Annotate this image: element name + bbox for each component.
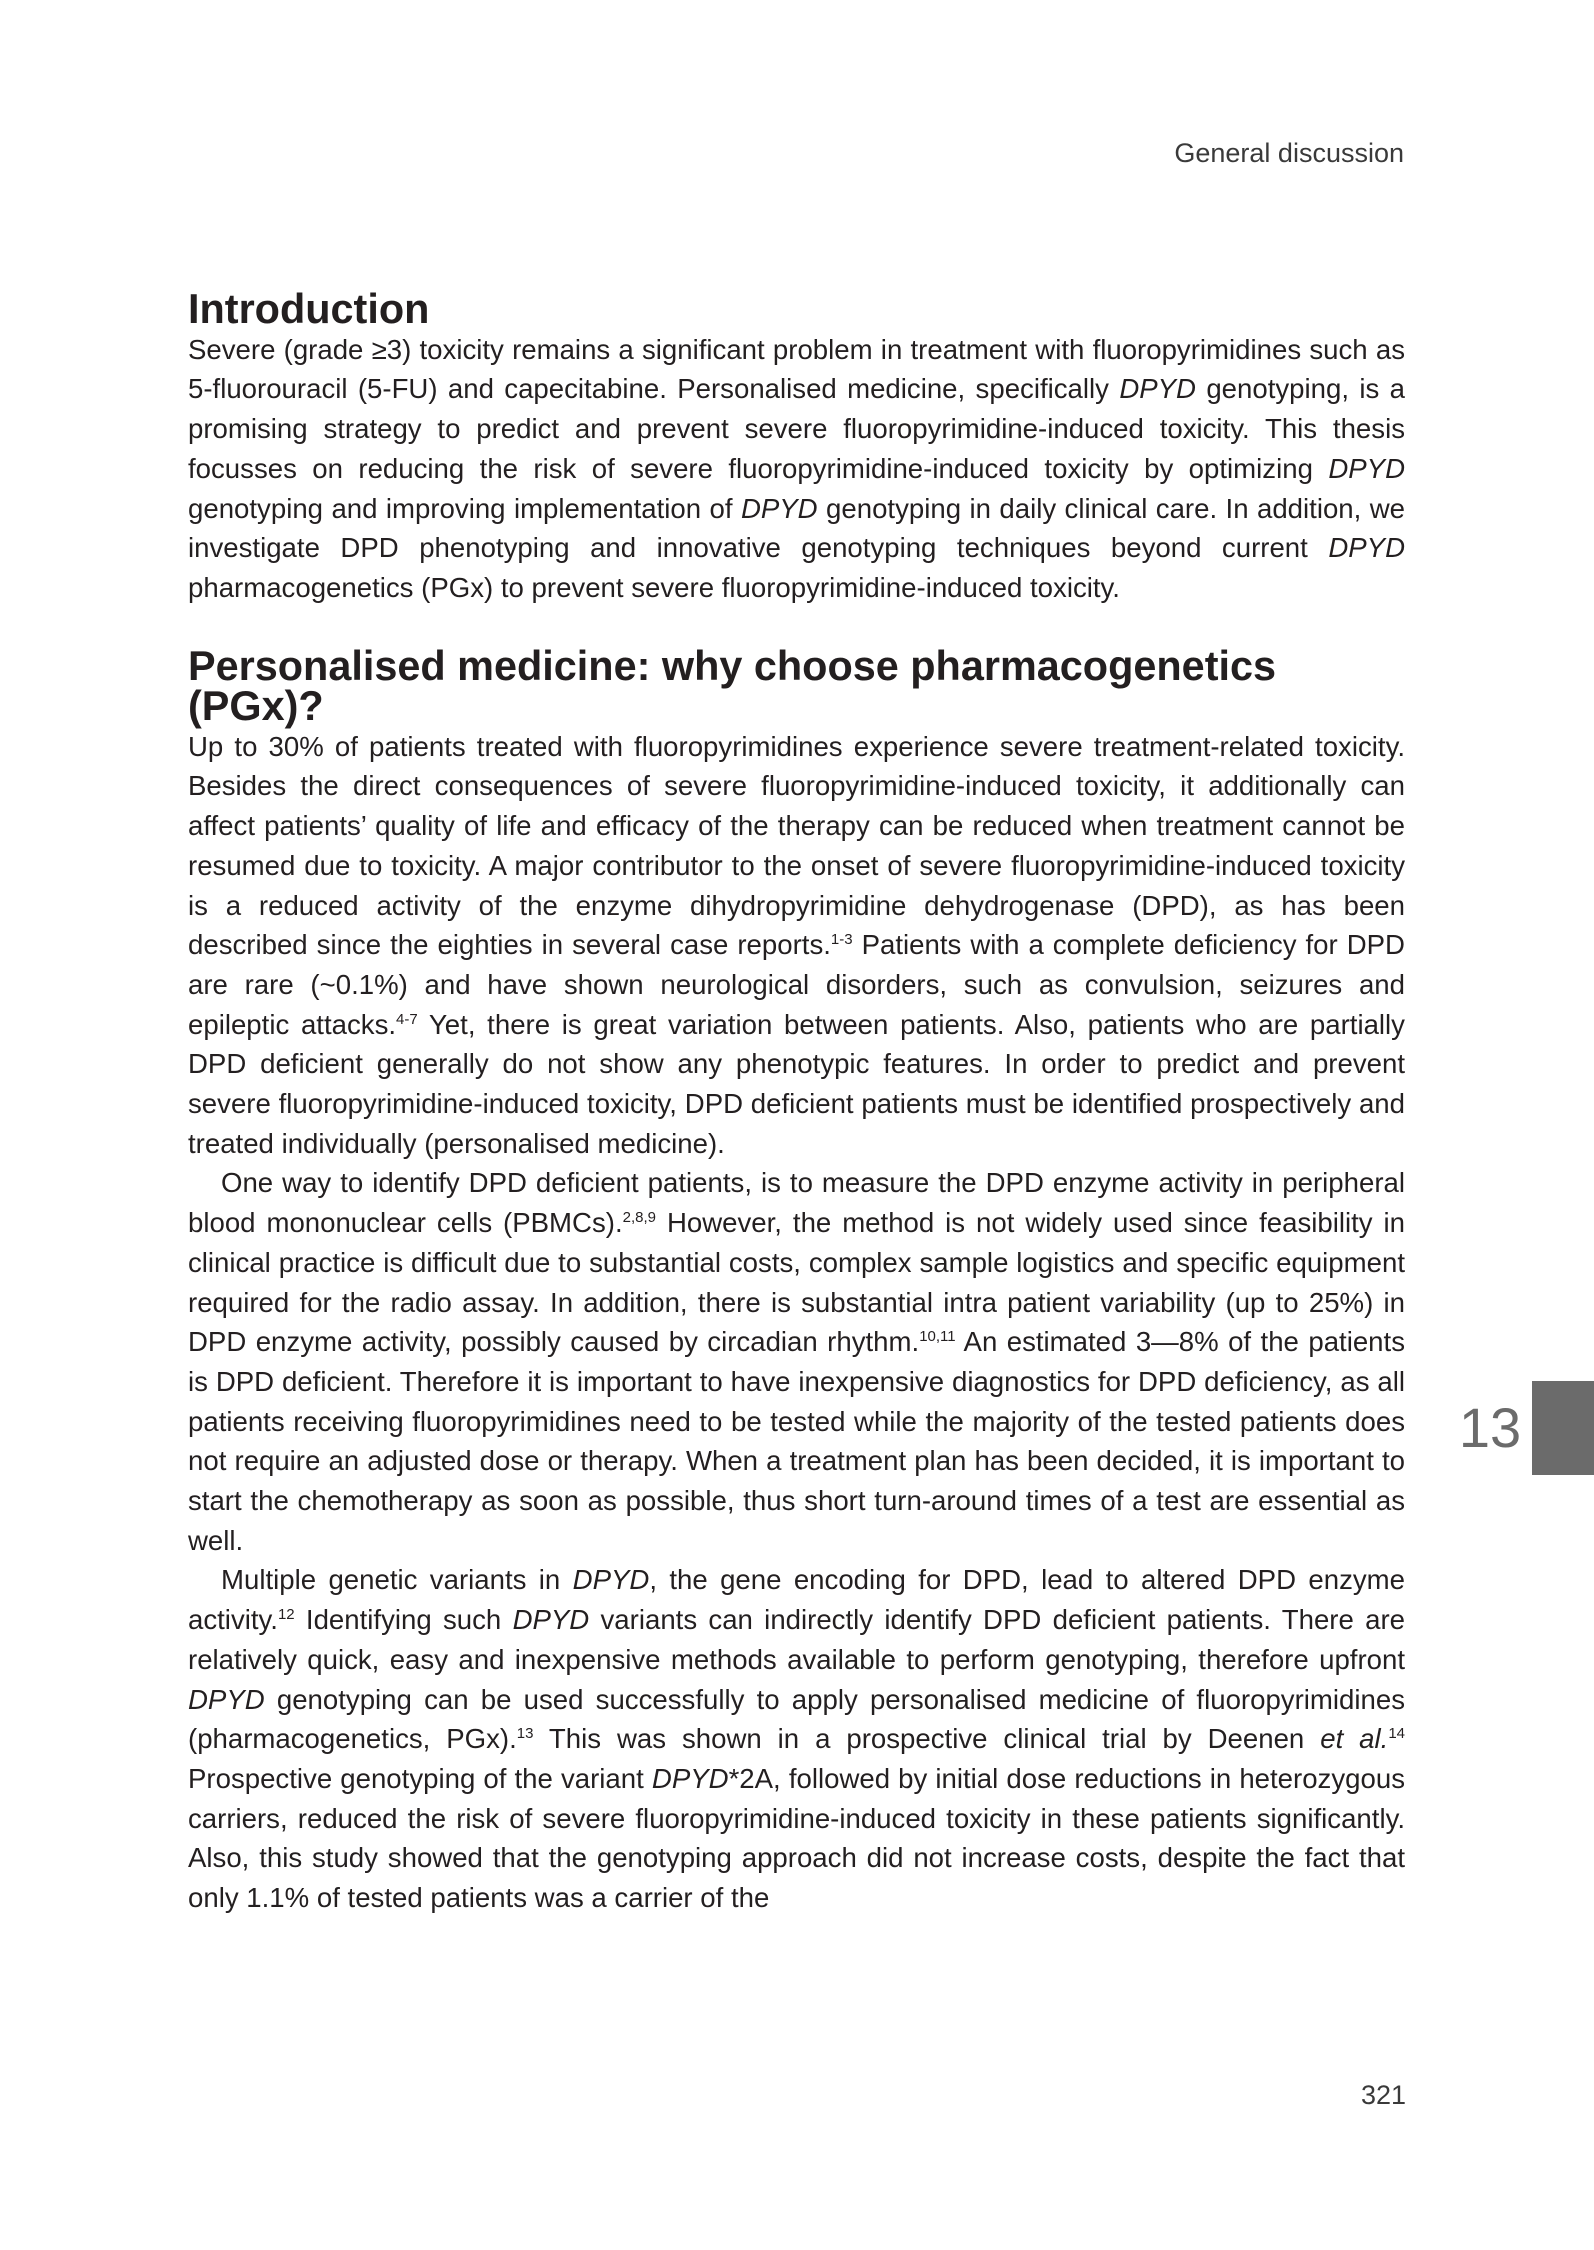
- citation: 13: [516, 1725, 534, 1743]
- running-header: General discussion: [1174, 138, 1404, 168]
- chapter-number: 13: [1458, 1396, 1522, 1459]
- introduction-paragraph: Severe (grade ≥3) toxicity remains a significant problem in treatment with fluoropyrimidines such as 5-fluorouracil (5-FU) and capecitabine. Personalised medicine, specifically DPYD genotyping, is a promising strategy to predict and prevent severe fluoropyrimidine-induced toxicity. This thesis focusses on reducing the risk of severe fluoropyrimidine-induced toxicity by optimizing DPYD genotyping and improving implementation of DPYD genotyping in daily clinical care. In addition, we investigate DPD phenotyping and innovative genotyping techniques beyond current DPYD pharmacogenetics (PGx) to prevent severe fluoropyrimidine-induced toxicity.: [188, 333, 1406, 603]
- citation: 2,8,9: [622, 1209, 656, 1227]
- pgx-section-heading: Personalised medicine: why choose pharmacogenetics (PGx)?: [188, 643, 1277, 730]
- citation: 1-3: [830, 931, 853, 949]
- chapter-tab: [1532, 1381, 1594, 1475]
- page-body: [188, 286, 1406, 1918]
- page-number: 321: [1360, 2080, 1406, 2110]
- pgx-paragraph-1: Up to 30% of patients treated with fluoropyrimidines experience severe treatment-related toxicity. Besides the direct consequences of severe fluoropyrimidine-induced toxicity, it additionally can affect patients’ quality of life and efficacy of the therapy can be reduced when treatment cannot be resumed due to toxicity. A major contributor to the onset of severe fluoropyrimidine-induced toxicity is a reduced activity of the enzyme dihydropyrimidine dehydrogenase (DPD), as has been described since the eighties in several case reports.$^{1-3}$ Patients with a complete deficiency for DPD are rare (~0.1%) and have shown neurological disorders, such as convulsion, seizures and epileptic attacks.$^{4-7}$ Yet, there is great variation between patients. Also, patients who are partially DPD deficient generally do not show any phenotypic features. In order to predict and prevent severe fluoropyrimidine-induced toxicity, DPD deficient patients must be identified prospectively and treated individually (personalised medicine).: [188, 730, 1405, 1159]
- citation: 10,11: [919, 1328, 956, 1346]
- citation: 14: [1388, 1725, 1405, 1743]
- introduction-heading: Introduction: [188, 286, 430, 332]
- citation: 12: [277, 1606, 295, 1624]
- citation: 4-7: [396, 1010, 418, 1028]
- pgx-paragraph-3: Multiple genetic variants in DPYD, the gene encoding for DPD, lead to altered DPD enzyme activity.$^{12}$ Identifying such DPYD variants can indirectly identify DPD deficient patients. There are relatively quick, easy and inexpensive methods available to perform genotyping, therefore upfront DPYD genotyping can be used successfully to apply personalised medicine of fluoropyrimidines (pharmacogenetics, PGx).$^{13}$ This was shown in a prospective clinical trial by Deenen et al.$^{14}$ Prospective genotyping of the variant DPYD*2A, followed by initial dose reductions in heterozygous carriers, reduced the risk of severe fluoropyrimidine-induced toxicity in these patients significantly. Also, this study showed that the genotyping approach did not increase costs, despite the fact that only 1.1% of tested patients was a carrier of the: [188, 1564, 1405, 1914]
- pgx-paragraph-2: One way to identify DPD deficient patients, is to measure the DPD enzyme activity in peripheral blood mononuclear cells (PBMCs).$^{2,8,9}$ However, the method is not widely used since feasibility in clinical practice is difficult due to substantial costs, complex sample logistics and specific equipment required for the radio assay. In addition, there is substantial intra patient variability (up to 25%) in DPD enzyme activity, possibly caused by circadian rhythm.$^{10,11}$ An estimated 3—8% of the patients is DPD deficient. Therefore it is important to have inexpensive diagnostics for DPD deficiency, as all patients receiving fluoropyrimidines need to be tested while the majority of the tested patients does not require an adjusted dose or therapy. When a treatment plan has been decided, it is important to start the chemotherapy as soon as possible, thus short turn-around times of a test are essential as well.: [188, 1167, 1405, 1556]
